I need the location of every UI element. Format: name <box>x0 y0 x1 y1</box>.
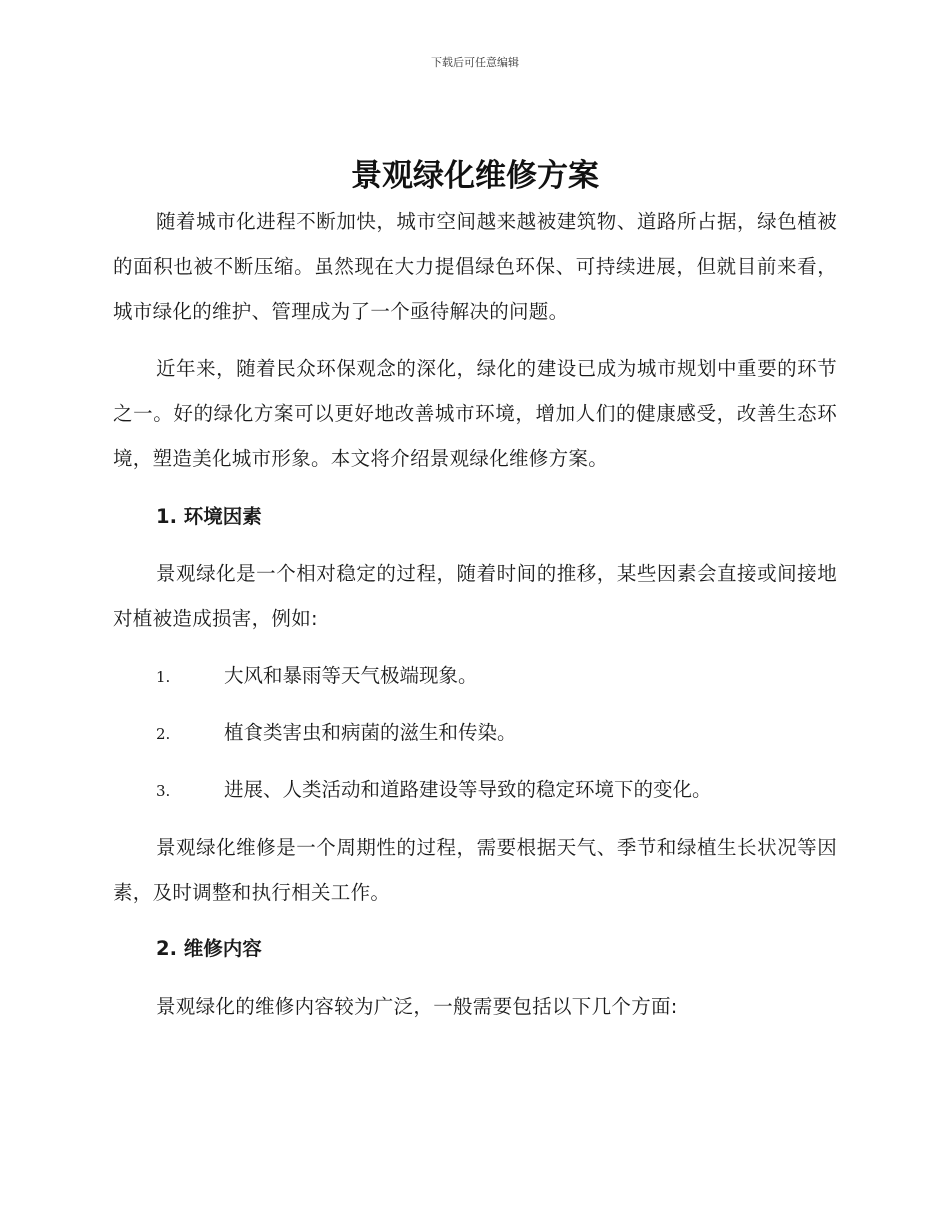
paragraph-background: 近年来，随着民众环保观念的深化，绿化的建设已成为城市规划中重要的环节之一。好的绿化方案可以更好地改善城市环境，增加人们的健康感受，改善生态环境，塑造美化城市形象。本文将介绍景观绿化维修方案。 <box>113 357 837 470</box>
list-text: 植食类害虫和病菌的滋生和传染。 <box>224 721 517 744</box>
section-heading-maintenance: 2. 维修内容 <box>156 937 262 960</box>
list-text: 进展、人类活动和道路建设等导致的稳定环境下的变化。 <box>224 778 712 801</box>
list-item <box>156 653 856 700</box>
paragraph-maintenance: 景观绿化的维修内容较为广泛，一般需要包括以下几个方面: <box>156 995 678 1018</box>
header-note: 下载后可任意编辑 <box>431 56 519 69</box>
section-heading-environment: 1. 环境因素 <box>156 505 262 528</box>
list-text: 大风和暴雨等天气极端现象。 <box>224 664 478 687</box>
list-item <box>156 767 856 814</box>
document-title: 景观绿化维修方案 <box>351 158 599 194</box>
list-item <box>156 710 856 757</box>
list-number: 2. <box>156 725 171 743</box>
list-number: 3. <box>156 782 171 800</box>
list-number: 1. <box>156 668 171 686</box>
paragraph-intro: 随着城市化进程不断加快，城市空间越来越被建筑物、道路所占据，绿色植被的面积也被不断压缩。虽然现在大力提倡绿色环保、可持续进展，但就目前来看，城市绿化的维护、管理成为了一个亟待解决的问题。 <box>113 210 837 323</box>
paragraph-cycle: 景观绿化维修是一个周期性的过程，需要根据天气、季节和绿植生长状况等因素，及时调整和执行相关工作。 <box>113 836 837 904</box>
paragraph-environment: 景观绿化是一个相对稳定的过程，随着时间的推移，某些因素会直接或间接地对植被造成损害，例如: <box>113 562 837 630</box>
